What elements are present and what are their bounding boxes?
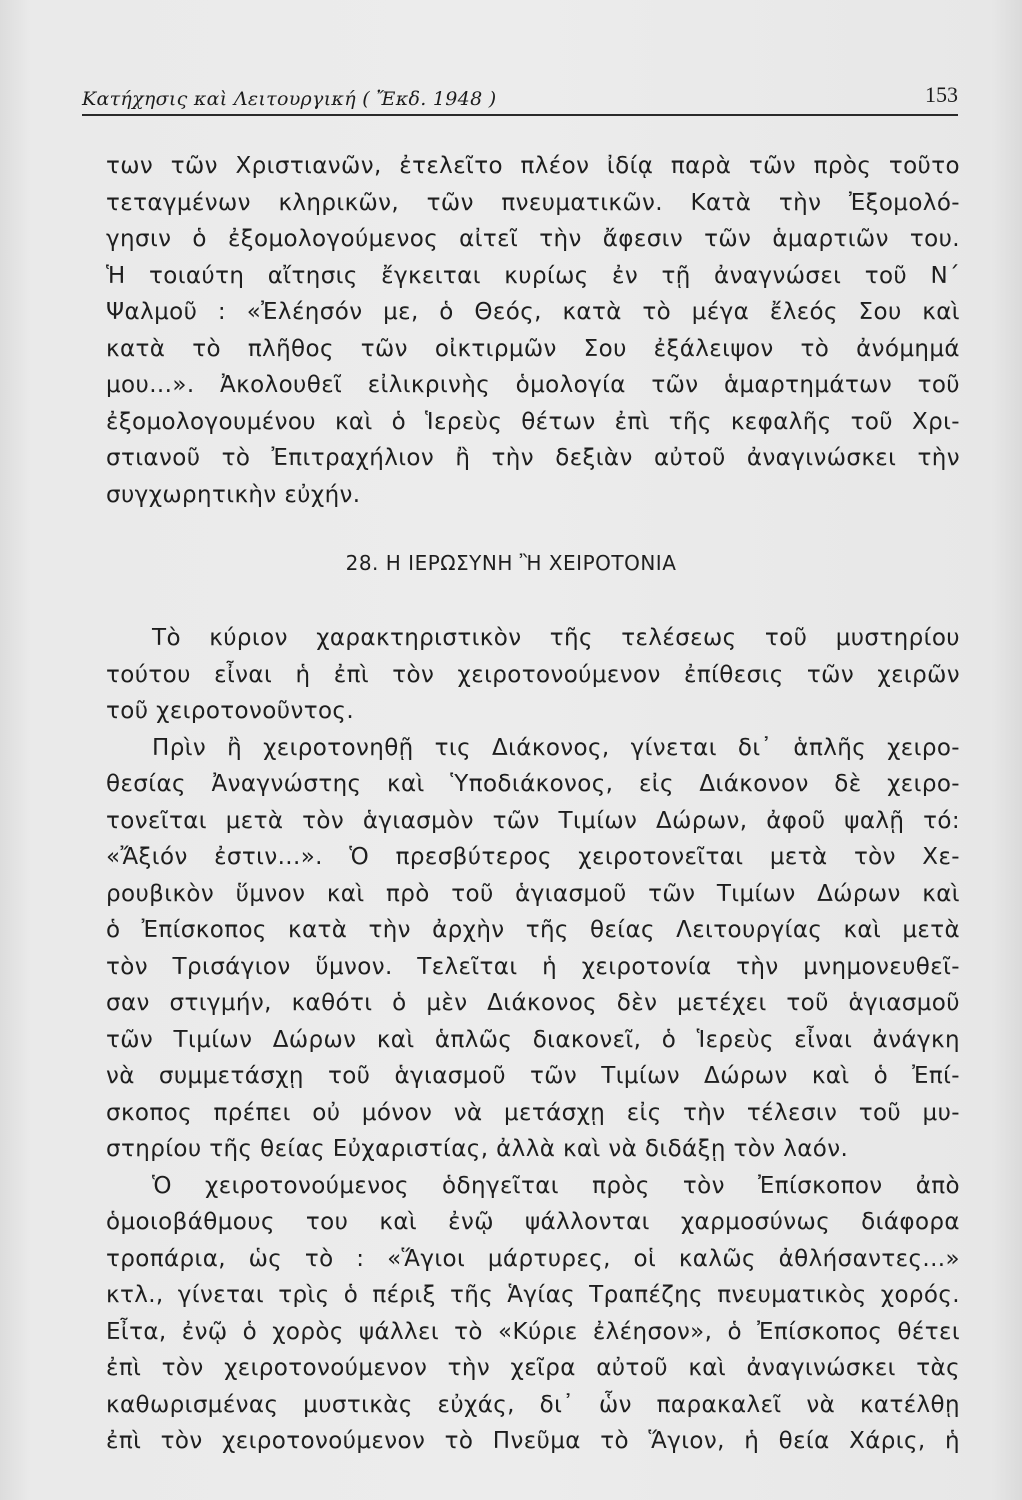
text-line: τὸν Τρισάγιον ὕμνον. Τελεῖται ἡ χειροτονία τὴν μνημονευθεῖ- xyxy=(106,953,960,980)
text-line: των τῶν Χριστιανῶν, ἐτελεῖτο πλέον ἰδίᾳ παρὰ τῶν πρὸς τοῦτο xyxy=(106,153,960,179)
text-line: κατὰ τὸ πλῆθος τῶν οἰκτιρμῶν Σου ἐξάλειψον τὸ ἀνόμημά xyxy=(106,335,960,362)
page-number: 153 xyxy=(925,82,958,107)
text-line: σαν στιγμήν, καθότι ὁ μὲν Διάκονος δὲν μετέχει τοῦ ἁγιασμοῦ xyxy=(106,990,960,1016)
text-line: γησιν ὁ ἐξομολογούμενος αἰτεῖ τὴν ἄφεσιν τῶν ἁμαρτιῶν του. xyxy=(106,226,960,252)
text-line: στηρίου τῆς θείας Εὐχαριστίας, ἀλλὰ καὶ νὰ διδάξῃ τὸν λαόν. xyxy=(106,1136,849,1162)
text-line: ἐπὶ τὸν χειροτονούμενον τὴν χεῖρα αὐτοῦ καὶ ἀναγινώσκει τὰς xyxy=(106,1355,960,1381)
header-title: Κατήχησις καὶ Λειτουργική ( Ἔκδ. 1948 ) xyxy=(82,88,497,110)
text-line: κτλ., γίνεται τρὶς ὁ πέριξ τῆς Ἁγίας Τραπέζης πνευματικὸς χορός. xyxy=(106,1282,960,1308)
text-line: τροπάρια, ὡς τὸ : «Ἅγιοι μάρτυρες, οἱ καλῶς ἀθλήσαντες...» xyxy=(106,1245,960,1272)
text-line: Τὸ κύριον χαρακτηριστικὸν τῆς τελέσεως τοῦ μυστηρίου xyxy=(152,625,960,651)
paragraph-confession xyxy=(106,148,960,513)
text-line: σκοπος πρέπει οὐ μόνον νὰ μετάσχῃ εἰς τὴν τέλεσιν τοῦ μυ- xyxy=(106,1099,960,1126)
text-line: συγχωρητικὴν εὐχήν. xyxy=(106,481,361,508)
section-body xyxy=(106,620,960,1460)
text-line: Εἶτα, ἐνῷ ὁ χορὸς ψάλλει τὸ «Κύριε ἐλέησον», ὁ Ἐπίσκοπος θέτει xyxy=(106,1318,960,1345)
text-line: Ἡ τοιαύτη αἴτησις ἔγκειται κυρίως ἐν τῇ ἀναγνώσει τοῦ Ν´ xyxy=(106,262,960,289)
text-line: καθωρισμένας μυστικὰς εὐχάς, δι᾽ ὧν παρακαλεῖ νὰ κατέλθῃ xyxy=(106,1391,960,1418)
text-line: στιανοῦ τὸ Ἐπιτραχήλιον ἢ τὴν δεξιὰν αὐτοῦ ἀναγινώσκει τὴν xyxy=(106,445,960,471)
text-line: «Ἄξιόν ἐστιν...». Ὁ πρεσβύτερος χειροτονεῖται μετὰ τὸν Χε- xyxy=(106,844,960,870)
text-line: τονεῖται μετὰ τὸν ἁγιασμὸν τῶν Τιμίων Δώρων, ἀφοῦ ψαλῇ τό: xyxy=(106,807,960,834)
text-line: Ψαλμοῦ : «Ἐλέησόν με, ὁ Θεός, κατὰ τὸ μέγα ἔλεός Σου καὶ xyxy=(106,299,960,325)
text-line: Πρὶν ἢ χειροτονηθῇ τις Διάκονος, γίνεται δι᾽ ἁπλῆς χειρο- xyxy=(152,734,960,761)
text-line: Ὁ χειροτονούμενος ὁδηγεῖται πρὸς τὸν Ἐπίσκοπον ἀπὸ xyxy=(152,1172,960,1199)
text-line: τῶν Τιμίων Δώρων καὶ ἁπλῶς διακονεῖ, ὁ Ἱερεὺς εἶναι ἀνάγκη xyxy=(106,1026,960,1053)
text-line: μου...». Ἀκολουθεῖ εἰλικρινὴς ὁμολογία τῶν ἁμαρτημάτων τοῦ xyxy=(106,372,960,398)
text-line: ἐπὶ τὸν χειροτονούμενον τὸ Πνεῦμα τὸ Ἅγιον, ἡ θεία Χάρις, ἡ xyxy=(106,1428,960,1454)
text-line: τούτου εἶναι ἡ ἐπὶ τὸν χειροτονούμενον ἐπίθεσις τῶν χειρῶν xyxy=(106,661,960,688)
text-line: ρουβικὸν ὕμνον καὶ πρὸ τοῦ ἁγιασμοῦ τῶν Τιμίων Δώρων καὶ xyxy=(106,880,960,907)
text-line: τεταγμένων κληρικῶν, τῶν πνευματικῶν. Κατὰ τὴν Ἐξομολό- xyxy=(106,189,960,216)
text-line: θεσίας Ἀναγνώστης καὶ Ὑποδιάκονος, εἰς Διάκονον δὲ χειρο- xyxy=(106,771,960,797)
text-line: νὰ συμμετάσχῃ τοῦ ἁγιασμοῦ τῶν Τιμίων Δώρων καὶ ὁ Ἐπί- xyxy=(106,1063,960,1089)
text-line: ἐξομολογουμένου καὶ ὁ Ἱερεὺς θέτων ἐπὶ τῆς κεφαλῆς τοῦ Χρι- xyxy=(106,408,960,435)
text-line: τοῦ χειροτονοῦντος. xyxy=(106,698,355,724)
text-line: ὁ Ἐπίσκοπος κατὰ τὴν ἀρχὴν τῆς θείας Λειτουργίας καὶ μετὰ xyxy=(106,917,960,943)
running-header xyxy=(82,80,958,116)
section-heading: 28. Η ΙΕΡΩΣΥΝΗ Ἢ ΧΕΙΡΟΤΟΝΙΑ xyxy=(345,551,677,575)
text-line: ὁμοιοβάθμους του καὶ ἐνῷ ψάλλονται χαρμοσύνως διάφορα xyxy=(106,1209,960,1235)
